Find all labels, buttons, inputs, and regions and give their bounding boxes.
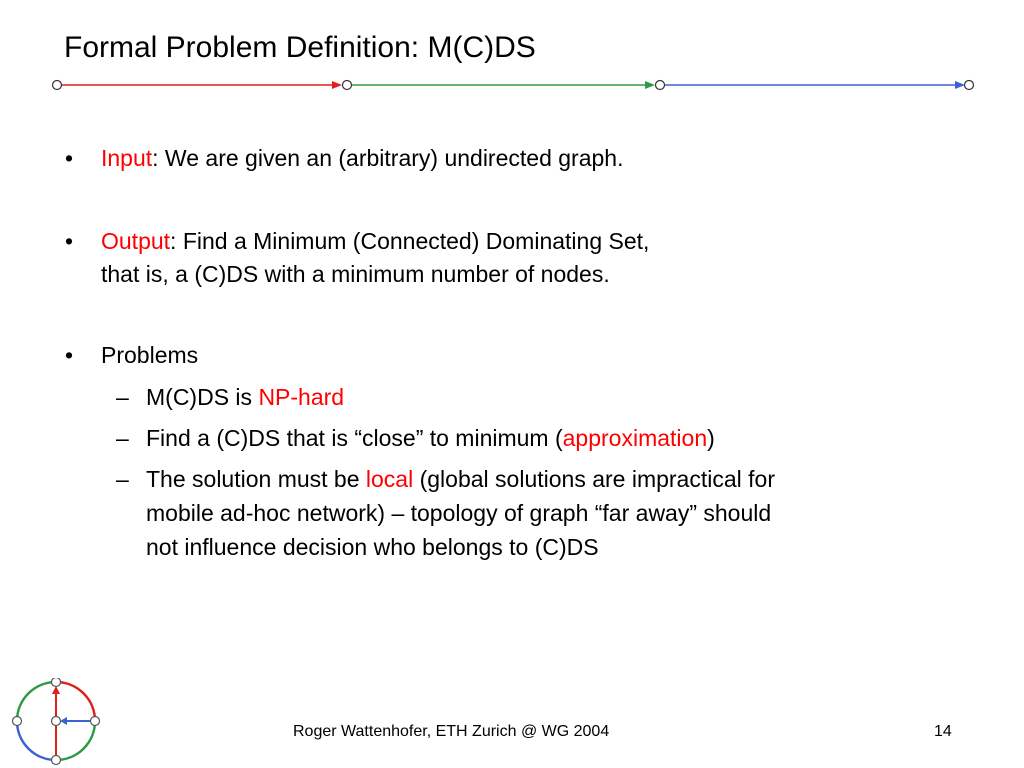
sub-bullet-marker: – (116, 466, 129, 492)
sub-bullet-marker: – (116, 384, 129, 410)
sub-bullet-local-line2: mobile ad-hoc network) – topology of graph “far away” should (146, 500, 772, 526)
bullet-input (65, 143, 624, 173)
highlight-approximation: approximation (562, 425, 708, 451)
page-number: 14 (934, 723, 952, 740)
sub-bullet-marker: – (116, 425, 129, 451)
bullet-marker: • (65, 145, 74, 171)
footer-credit: Roger Wattenhofer, ETH Zurich @ WG 2004 (293, 723, 610, 740)
sub-bullet-approximation (116, 423, 715, 453)
sub-bullet-text: Find a (C)DS that is “close” to minimum ( (146, 425, 563, 451)
bullet-text: : Find a Minimum (Connected) Dominating Set, (170, 228, 650, 254)
slide-title: Formal Problem Definition: M(C)DS (64, 31, 536, 64)
highlight-np-hard: NP-hard (258, 384, 345, 410)
sub-bullet-local (116, 464, 775, 494)
bullet-output-continued: that is, a (C)DS with a minimum number of nodes. (101, 261, 610, 287)
bullet-problems (65, 340, 199, 370)
bullet-output (65, 226, 650, 256)
bullet-key-output: Output (101, 228, 171, 254)
bullet-marker: • (65, 228, 74, 254)
sub-bullet-np-hard (116, 382, 345, 412)
bullet-key-input: Input (101, 145, 153, 171)
graph-logo-icon (10, 678, 102, 768)
sub-bullet-local-line3: not influence decision who belongs to (C)DS (146, 534, 599, 560)
bullet-text: : We are given an (arbitrary) undirected graph. (152, 145, 624, 171)
highlight-local: local (365, 466, 414, 492)
bullet-label-problems: Problems (101, 342, 199, 368)
sub-bullet-text-end: ) (707, 425, 715, 451)
bullet-marker: • (65, 342, 74, 368)
sub-bullet-text: M(C)DS is (146, 384, 259, 410)
sub-bullet-text: The solution must be (146, 466, 366, 492)
sub-bullet-text-end: (global solutions are impractical for (413, 466, 775, 492)
